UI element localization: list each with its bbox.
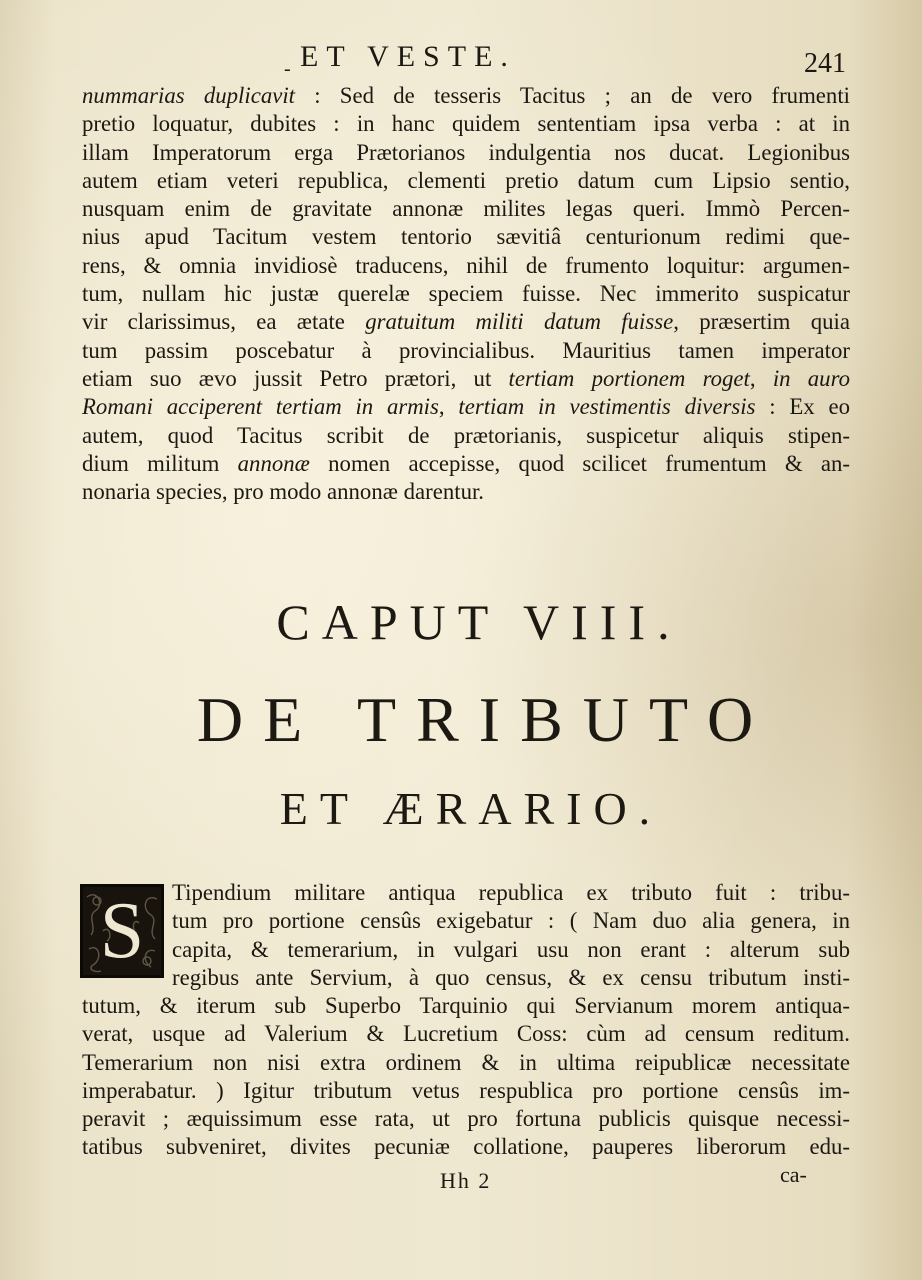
text-run: etiam suo ævo jussit Petro prætori, ut: [82, 365, 509, 391]
text-line: [82, 365, 850, 393]
chapter-title-line-1: DE TRIBUTO: [196, 684, 774, 755]
chapter-title-line-2: ET ÆRARIO.: [279, 783, 663, 834]
text-line: [172, 936, 850, 964]
text-run: vir clarissimus, ea ætate: [82, 309, 366, 335]
text-run: verat, usque ad Valerium & Lucretium Coss: cùm ad censum reditum.: [82, 1021, 850, 1047]
text-line: [82, 1133, 850, 1161]
text-line: [82, 223, 850, 251]
head-ornament-dash: -: [284, 58, 291, 80]
text-run: : Ex eo: [755, 394, 850, 420]
italic-phrase: tertiam portionem roget: [508, 365, 750, 391]
paragraph-top: [82, 82, 850, 506]
catchword: ca-: [780, 1162, 807, 1187]
text-run: nomen accepisse, quod scilicet frumentum & an-: [309, 450, 851, 476]
text-run: nius apud Tacitum vestem tentorio sævitiâ centurionum redimi que-: [82, 224, 850, 250]
chapter-number: CAPUT VIII.: [276, 594, 682, 650]
text-run: : Sed de tesseris Tacitus ; an de vero frumenti: [295, 83, 850, 108]
italic-phrase: annonæ: [237, 450, 310, 476]
text-run: illam Imperatorum erga Prætorianos indulgentia nos ducat. Legionibus: [82, 139, 850, 165]
text-line: [82, 478, 850, 506]
running-head: ET VESTE.: [300, 40, 516, 73]
text-line: [82, 280, 850, 308]
text-run: nonaria species, pro modo annonæ darentur.: [82, 479, 485, 505]
italic-phrase: gratuitum militi datum fuisse: [365, 309, 674, 335]
text-run: autem etiam veteri republica, clementi pretio datum cum Lipsio sentio,: [82, 167, 850, 193]
chapter-paragraph-indented: [172, 879, 850, 992]
chapter-paragraph-continued: [82, 992, 850, 1162]
text-line: [82, 308, 850, 336]
text-run: tutum, & iterum sub Superbo Tarquinio qui Servianum morem antiqua-: [82, 993, 850, 1018]
text-line: [82, 422, 850, 450]
text-run: ,: [749, 365, 773, 391]
italic-phrase: in auro: [772, 365, 851, 391]
text-run: regibus ante Servium, à quo census, & ex censu tributum insti-: [172, 964, 850, 990]
text-line: [82, 393, 850, 421]
text-run: rens, & omnia invidiosè traducens, nihil de frumento loquitur: argumen-: [82, 252, 850, 278]
text-line: [172, 907, 850, 935]
text-run: , præsertim quia: [673, 309, 850, 335]
text-run: capita, & temerarium, in vulgari usu non erant : alterum sub: [172, 936, 850, 962]
decorated-initial: [80, 884, 164, 978]
text-run: pretio loquatur, dubites : in hanc quidem sententiam ipsa verba : at in: [82, 111, 850, 137]
text-line: [82, 450, 850, 478]
text-line: [82, 167, 850, 195]
text-line: [82, 337, 850, 365]
text-line: [82, 195, 850, 223]
text-run: autem, quod Tacitus scribit de prætorianis, suspicetur aliquis stipen-: [82, 422, 850, 448]
text-run: Temerarium non nisi extra ordinem & in ultima reipublicæ necessitate: [82, 1049, 850, 1075]
page-number: 241: [804, 48, 846, 79]
text-run: tum passim poscebatur à provincialibus. Mauritius tamen imperator: [82, 337, 850, 363]
text-line: [82, 1077, 850, 1105]
text-run: nusquam enim de gravitate annonæ milites legas queri. Immò Percen-: [82, 196, 850, 222]
text-run: peravit ; æquissimum esse rata, ut pro fortuna publicis quisque necessi-: [82, 1106, 850, 1132]
text-line: [82, 82, 850, 110]
text-line: [82, 1049, 850, 1077]
text-line: [82, 139, 850, 167]
text-run: tatibus subveniret, divites pecuniæ collatione, pauperes liberorum edu-: [82, 1134, 850, 1160]
text-run: dium militum: [82, 450, 238, 476]
drop-cap-letter: S: [99, 887, 145, 975]
signature-mark: Hh 2: [440, 1168, 492, 1193]
text-line: [172, 964, 850, 992]
text-line: [82, 992, 850, 1020]
text-line: [82, 252, 850, 280]
text-run: Tipendium militare antiqua republica ex tributo fuit : tribu-: [172, 880, 850, 905]
text-line: [82, 1020, 850, 1048]
text-line: [82, 110, 850, 138]
text-line: [172, 879, 850, 907]
text-line: [82, 1105, 850, 1133]
italic-phrase: tertiam in vestimentis diversis: [458, 394, 756, 420]
italic-phrase: nummarias duplicavit: [82, 83, 295, 108]
italic-phrase: Romani acciperent tertiam in armis: [82, 394, 439, 420]
text-run: imperabatur. ) Igitur tributum vetus respublica pro portione censûs im-: [82, 1077, 850, 1103]
text-run: tum pro portione censûs exigebatur : ( Nam duo alia genera, in: [172, 908, 850, 934]
text-run: ,: [438, 394, 459, 420]
text-run: tum, nullam hic justæ querelæ speciem fuisse. Nec immerito suspicatur: [82, 281, 850, 307]
